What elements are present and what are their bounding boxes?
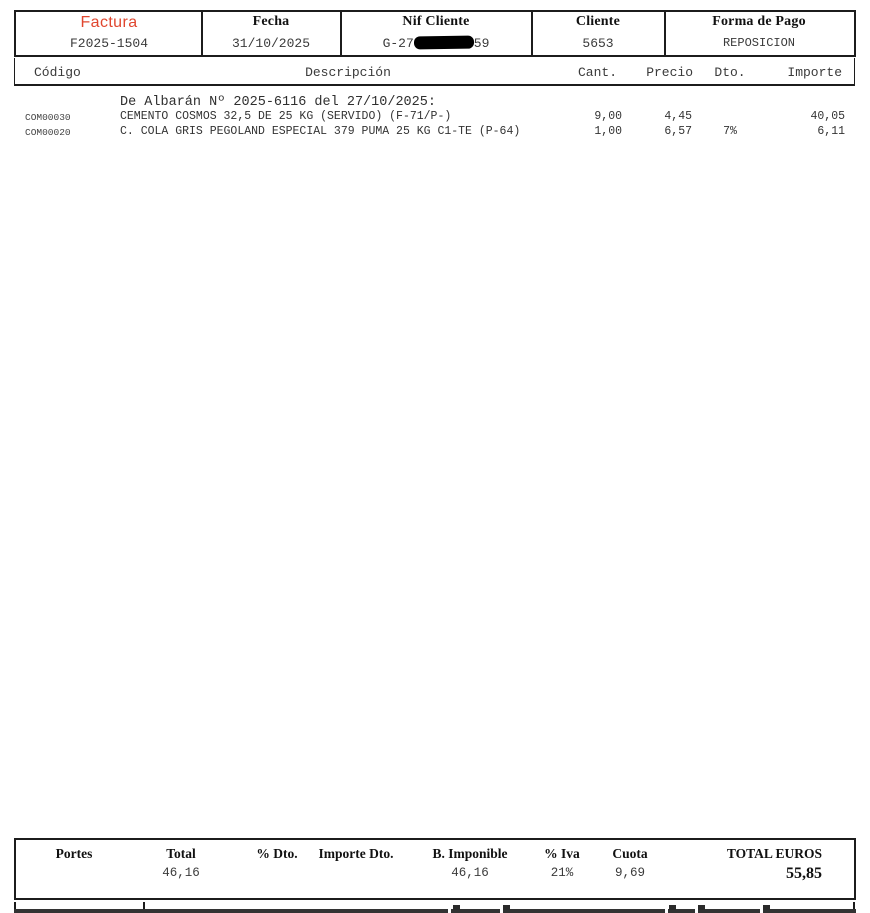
total-euros-label: TOTAL EUROS [726,846,822,861]
factura-number: F2025-1504 [69,36,148,51]
col-cant: Cant. [577,65,617,80]
line-importe: 40,05 [810,110,845,123]
forma-pago-value: REPOSICION [722,36,795,50]
nif-prefix: G-27 [382,36,414,51]
col-codigo: Código [34,65,81,80]
cutoff-text-hint [763,905,770,910]
cutoff-text-hint [503,905,510,910]
portes-label: Portes [55,846,93,861]
line-precio: 6,57 [664,125,692,138]
line-code: COM00020 [25,127,71,138]
pct-dto-label: % Dto. [256,846,298,861]
line-precio: 4,45 [664,110,692,123]
cliente-value: 5653 [582,36,614,51]
line-description: CEMENTO COSMOS 32,5 DE 25 KG (SERVIDO) (F-71/P-) [120,110,452,123]
nif-cliente-value [342,36,530,51]
col-dto: Dto. [714,65,746,80]
nif-suffix: 59 [473,36,490,51]
line-code: COM00030 [25,112,71,123]
pct-iva-value: 21% [550,866,574,880]
cutoff-text-hint [669,905,676,910]
forma-pago-label: Forma de Pago [712,14,806,29]
total-label: Total [166,846,196,861]
col-importe: Importe [787,65,842,80]
cutoff-gap [448,909,451,913]
total-value: 46,16 [162,866,200,880]
pct-iva-label: % Iva [544,846,580,861]
cutoff-gap [665,909,668,913]
line-cant: 1,00 [594,125,622,138]
b-imponible-label: B. Imponible [432,846,508,861]
line-importe: 6,11 [817,125,845,138]
cuota-value: 9,69 [614,866,645,880]
cliente-label: Cliente [575,14,621,29]
nif-cliente-label: Nif Cliente [402,14,470,29]
line-dto: 7% [723,125,737,138]
fecha-label: Fecha [252,14,290,29]
redaction-bar [414,36,474,50]
cutoff-text-hint [698,905,705,910]
b-imponible-value: 46,16 [451,866,489,880]
cutoff-text-band [14,909,856,913]
fecha-value: 31/10/2025 [231,36,310,51]
total-euros-value: 55,85 [786,865,822,882]
col-precio: Precio [646,65,693,80]
line-description: C. COLA GRIS PEGOLAND ESPECIAL 379 PUMA 25 KG C1-TE (P-64) [120,125,521,138]
albaran-group-line: De Albarán Nº 2025-6116 del 27/10/2025: [120,95,436,110]
col-descripcion: Descripción [305,65,391,80]
cuota-label: Cuota [612,846,648,861]
factura-label: Factura [80,14,138,31]
cutoff-text-hint [453,905,460,910]
importe-dto-label: Importe Dto. [318,846,394,861]
line-cant: 9,00 [594,110,622,123]
